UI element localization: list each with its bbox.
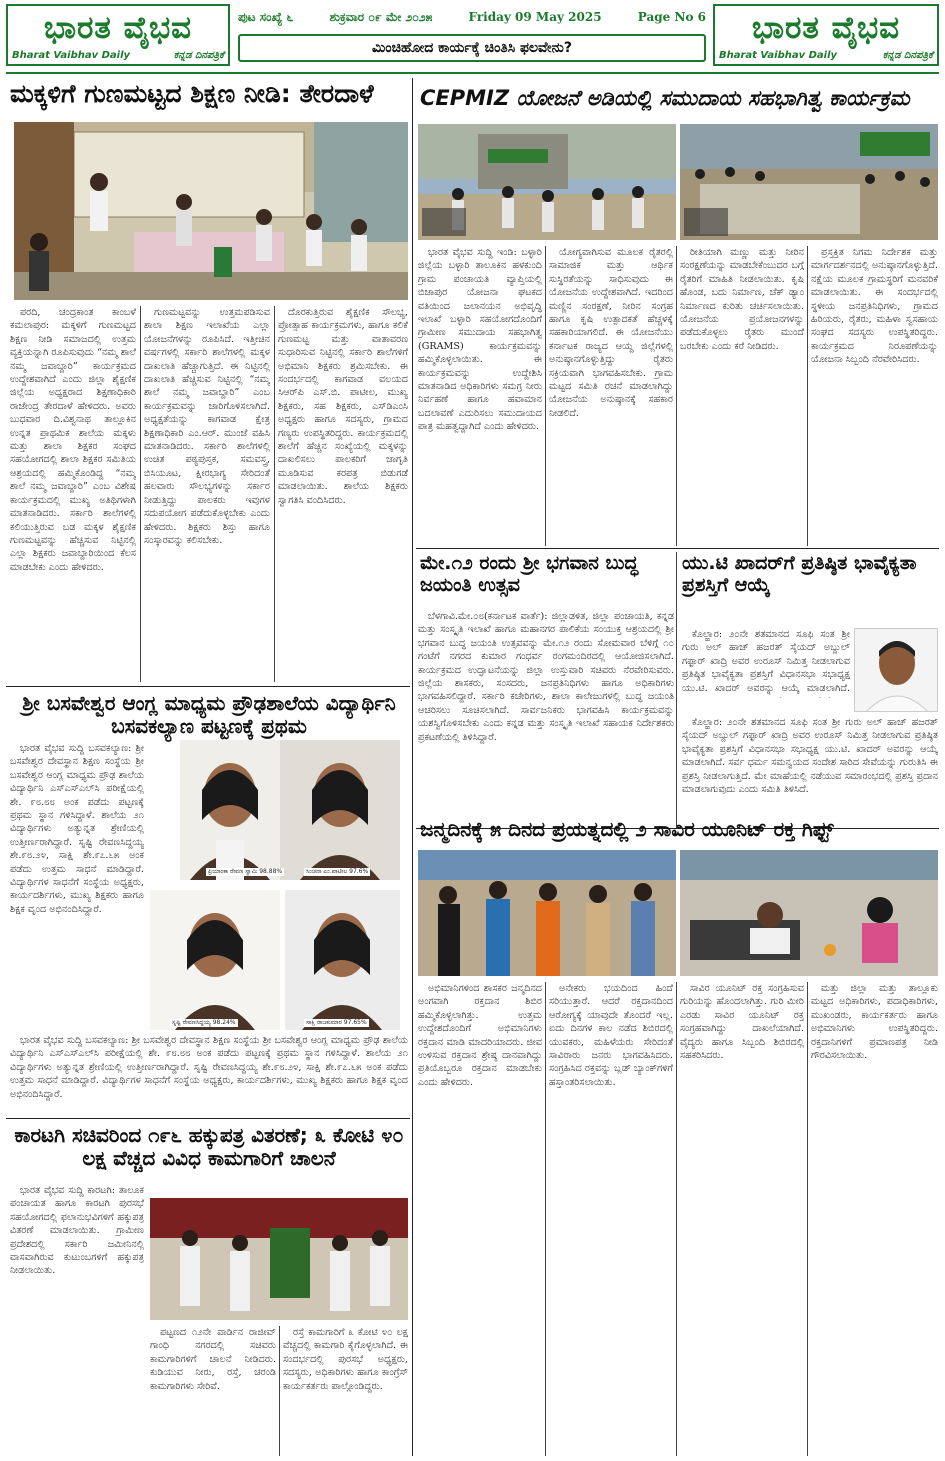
- divider: [279, 1326, 280, 1456]
- article-a2-col3: [680, 246, 804, 546]
- article-a1-col1: [10, 306, 136, 682]
- article-a4-text-cont: ಕೊಲ್ಹಾರ: ೨೦ನೇ ಶತಮಾನದ ಸೂಫಿ ಸಂತ ಶ್ರೀ ಗುರು ಅಲ್ ಹಾಜ್ ಹಜರತ್ ಸೈಯದ್ ಅಬ್ದುಲ್ ಗಫ್ಫಾರ್ ಖಾದ್ರಿ ಅವರ ಉರೂಸ್ ನಿಮಿತ್ತ ನೀಡಲಾಗುವ ಪ್ರತಿಷ್ಠಿತ ಭಾವೈಕ್ಯತಾ ಪ್ರಶಸ್ತಿಗೆ ವಿಧಾನಸಭಾ ಸಭಾಧ್ಯಕ್ಷ ಯು.ಟಿ. ಖಾದರ್ ಅವರನ್ನು ಆಯ್ಕೆ ಮಾಡಲಾಗಿದೆ. ಸರ್ವ ಧರ್ಮ ಸಮನ್ವಯದ ಸಂದೇಶ ಸಾರಿದ ಸೇವೆಯನ್ನು ಗುರುತಿಸಿ ಈ ಪ್ರಶಸ್ತಿ ನೀಡಲಾಗುತ್ತಿದೆ. ಮೇ ಮಾಹೆಯಲ್ಲಿ ನಡೆಯುವ ಸಮಾರಂಭದಲ್ಲಿ ಪ್ರಶಸ್ತಿ ಪ್ರದಾನ ಮಾಡಲಾಗುವುದು ಎಂದು ಸಮಿತಿ ತಿಳಿಸಿದೆ.: [682, 717, 938, 796]
- school-event-illustration: [14, 122, 408, 300]
- felicitation-illustration: [418, 850, 676, 976]
- photo-ut-khader: [854, 628, 938, 712]
- article-a2-text3: ರೀತಿಯಾಗಿ ಮಣ್ಣು ಮತ್ತು ನೀರಿನ ಸಂರಕ್ಷಣೆಯನ್ನು ಮಾಡಬೇಕೆಂಬುದರ ಬಗ್ಗೆ ರೈತರಿಗೆ ಮಾಹಿತಿ ನೀಡಲಾಯಿತು. ಕೃಷಿ ಹೊಂಡ, ಬದು ನಿರ್ಮಾಣ, ಚೆಕ್ ಡ್ಯಾಂ ನಿರ್ಮಾಣದ ಕುರಿತು ಚರ್ಚಿಸಲಾಯಿತು. ಯೋಜನೆಯ ಪ್ರಯೋಜನಗಳನ್ನು ಪಡೆದುಕೊಳ್ಳಲು ರೈತರು ಮುಂದೆ ಬರಬೇಕು ಎಂದು ಕರೆ ನೀಡಿದರು.: [680, 247, 804, 352]
- divider: [807, 246, 808, 546]
- student-photo-2: [280, 740, 400, 880]
- article-a2-text4: ಪ್ರಸ್ತಕ್ತಿತ ನಿಗಮ ನಿರ್ದೇಶಕ ಮತ್ತು ಮಾರ್ಗದರ್ಶನದಲ್ಲಿ ಅನುಷ್ಠಾನಗೊಳ್ಳುತ್ತಿದೆ. ನಕ್ಷೆಯ ಮೂಲಕ ಗ್ರಾಮಸ್ಥರಿಗೆ ಮನವರಿಕೆ ಮಾಡಲಾಯಿತು. ಈ ಸಂದರ್ಭದಲ್ಲಿ ಸ್ಥಳೀಯ ಜನಪ್ರತಿನಿಧಿಗಳು, ಗ್ರಾಮದ ಹಿರಿಯರು, ರೈತರು, ಮಹಿಳಾ ಸ್ವಸಹಾಯ ಸಂಘದ ಸದಸ್ಯರು ಉಪಸ್ಥಿತರಿದ್ದರು. ಕಾರ್ಯಕ್ರಮದ ನಿರೂಪಣೆಯನ್ನು ಯೋಜನಾ ಸಿಬ್ಬಂದಿ ನೆರವೇರಿಸಿದರು.: [811, 247, 938, 366]
- article-a7-col3: [283, 1326, 408, 1456]
- photo-karatagi: [150, 1198, 408, 1320]
- blood-donation-illustration: [680, 850, 938, 976]
- photo-blood-2: [680, 850, 938, 976]
- divider: [676, 552, 677, 828]
- article-a2-col1: [418, 246, 542, 546]
- headline-cepmiz: CEPMIZ ಯೋಜನೆ ಅಡಿಯಲ್ಲಿ ಸಮುದಾಯ ಸಹಭಾಗಿತ್ವ ಕಾರ್ಯಕ್ರಮ: [420, 86, 910, 110]
- article-a6-text2: ಅನೇಕರು ಭಯದಿಂದ ಹಿಂದೆ ಸರಿಯುತ್ತಾರೆ. ಆದರೆ ರಕ್ತದಾನದಿಂದ ಆರೋಗ್ಯಕ್ಕೆ ಯಾವುದೇ ತೊಂದರೆ ಇಲ್ಲ. ಐದು ದಿನಗಳ ಕಾಲ ನಡೆದ ಶಿಬಿರದಲ್ಲಿ ಯುವಕರು, ಮಹಿಳೆಯರು ಸೇರಿದಂತೆ ಸಾವಿರಾರು ಜನರು ಭಾಗವಹಿಸಿದರು. ಸಂಗ್ರಹಿಸಿದ ರಕ್ತವನ್ನು ಬ್ಲಡ್ ಬ್ಯಾಂಕ್‌ಗಳಿಗೆ ಹಸ್ತಾಂತರಿಸಲಾಯಿತು.: [549, 983, 673, 1088]
- caption-student-2: ಸಿಂಚನಾ ಎಂ.ಪಾಟೀಲ 97.6%: [306, 868, 369, 875]
- article-a1-text2: ಗುಣಮಟ್ಟವನ್ನು ಉತ್ತಮಪಡಿಸುವ ಶಾಲಾ ಶಿಕ್ಷಣ ಇಲಾಖೆಯ ಎಲ್ಲಾ ಯೋಜನೆಗಳನ್ನು ರೂಪಿಸಿದೆ. ಇತ್ತೀಚಿನ ವರ್ಷಗಳಲ್ಲಿ ಸರ್ಕಾರಿ ಶಾಲೆಗಳಲ್ಲಿ ಮಕ್ಕಳ ದಾಖಲಾತಿ ಹೆಚ್ಚಾಗುತ್ತಿದೆ. ಈ ನಿಟ್ಟಿನಲ್ಲಿ ದಾಖಲಾತಿ ಹೆಚ್ಚಿಸುವ ನಿಟ್ಟಿನಲ್ಲಿ “ನಮ್ಮ ಶಾಲೆ ನಮ್ಮ ಜವಾಬ್ದಾರಿ” ಎಂಬ ಕಾರ್ಯಕ್ರಮವನ್ನು ಜಾರಿಗೊಳಿಸಲಾಗಿದೆ. ಅಧ್ಯಕ್ಷತೆಯನ್ನು ಕಾಗವಾಡ ಕ್ಷೇತ್ರ ಶಿಕ್ಷಣಾಧಿಕಾರಿ ಎಂ.ಆರ್. ಮುಂಜೆ ವಹಿಸಿ ಮಾತನಾಡಿದರು. ಸರ್ಕಾರಿ ಶಾಲೆಗಳಲ್ಲಿ ಉಚಿತ ಪಠ್ಯಪುಸ್ತಕ, ಸಮವಸ್ತ್ರ, ಬಿಸಿಯೂಟ, ಕ್ಷೀರಭಾಗ್ಯ ಸೇರಿದಂತೆ ಹಲವಾರು ಸೌಲಭ್ಯಗಳನ್ನು ಸರ್ಕಾರ ನೀಡುತ್ತಿದ್ದು ಪಾಲಕರು ಇವುಗಳ ಸದುಪಯೋಗ ಪಡೆದುಕೊಳ್ಳಬೇಕು ಎಂದು ಹೇಳಿದರು. ಶಿಕ್ಷಕರು ಶಿಸ್ತು ಹಾಗೂ ಸಂಸ್ಕಾರವನ್ನು ಕಲಿಸಬೇಕು.: [144, 307, 270, 546]
- photo-school-event: [14, 122, 408, 300]
- article-a1-col3: [278, 306, 408, 682]
- article-a5-body-bottom: [10, 1034, 408, 1114]
- student-photo-4: [285, 890, 400, 1030]
- article-a4-text: ಕೊಲ್ಹಾರ: ೨೦ನೇ ಶತಮಾನದ ಸೂಫಿ ಸಂತ ಶ್ರೀ ಗುರು ಅಲ್ ಹಾಜ್ ಹಜರತ್ ಸೈಯದ್ ಅಬ್ದುಲ್ ಗಫ್ಫಾರ್ ಖಾದ್ರಿ ಅವರ ಉರೂಸ್ ನಿಮಿತ್ತ ನೀಡಲಾಗುವ ಪ್ರತಿಷ್ಠಿತ ಭಾವೈಕ್ಯತಾ ಪ್ರಶಸ್ತಿಗೆ ವಿಧಾನಸಭಾ ಸಭಾಧ್ಯಕ್ಷ ಯು.ಟಿ. ಖಾದರ್ ಅವರನ್ನು ಆಯ್ಕೆ ಮಾಡಲಾಗಿದೆ.: [682, 629, 850, 694]
- article-a7-text2: ಪಟ್ಟಣದ ೧೨ನೇ ವಾರ್ಡಿನ ರಾಜೀವ್ ಗಾಂಧಿ ನಗರದಲ್ಲಿ ಸಚಿವರು ಕಾಮಗಾರಿಗಳಿಗೆ ಚಾಲನೆ ನೀಡಿದರು. ಕುಡಿಯುವ ನೀರು, ರಸ್ತೆ, ಚರಂಡಿ ಕಾಮಗಾರಿಗಳು ಸೇರಿವೆ.: [150, 1327, 276, 1392]
- divider: [676, 982, 677, 1456]
- article-a2-text1: ಭಾರತ ವೈಭವ ಸುದ್ದಿ ಇಂಡಿ: ಬಳ್ಳಾರಿ ಜಿಲ್ಲೆಯ ಬಳ್ಳಾರಿ ತಾಲೂಕಿನ ಹಳಕುಂದಿ ಗ್ರಾಮ ಪಂಚಾಯತಿ ವ್ಯಾಪ್ತಿಯಲ್ಲಿ ಬಿಜಾಪುರ ಯೋಜನಾ ಘಟಕದ ವತಿಯಿಂದ ಜಲಾನಯನ ಅಭಿವೃದ್ಧಿ ಇಲಾಖೆ ಬಳ್ಳಾರಿ ಸಹಯೋಗದೊಂದಿಗೆ ಗ್ರಾಮೀಣ ಸಮುದಾಯ ಸಹಭಾಗಿತ್ವ (GRAMS) ಕಾರ್ಯಕ್ರಮವನ್ನು ಹಮ್ಮಿಕೊಳ್ಳಲಾಯಿತು. ಈ ಕಾರ್ಯಕ್ರಮವನ್ನು ಉದ್ದೇಶಿಸಿ ಮಾತನಾಡಿದ ಅಧಿಕಾರಿಗಳು ಸಮಗ್ರ ನೀರು ನಿರ್ವಹಣೆ ಹಾಗೂ ಹವಾಮಾನ ಬದಲಾವಣೆ ಎದುರಿಸಲು ಸಮುದಾಯದ ಪಾತ್ರ ಮಹತ್ವದ್ದಾಗಿದೆ ಎಂದು ಹೇಳಿದರು.: [418, 247, 542, 433]
- article-a7-text3: ರಸ್ತೆ ಕಾಮಗಾರಿಗೆ ೩ ಕೋಟಿ ೪೦ ಲಕ್ಷ ವೆಚ್ಚದಲ್ಲಿ ಕಾಮಗಾರಿ ಕೈಗೊಳ್ಳಲಾಗಿದೆ. ಈ ಸಂದರ್ಭದಲ್ಲಿ ಪುರಸಭೆ ಅಧ್ಯಕ್ಷರು, ಸದಸ್ಯರು, ಅಧಿಕಾರಿಗಳು ಹಾಗೂ ಕಾಂಗ್ರೆಸ್ ಕಾರ್ಯಕರ್ತರು ಪಾಲ್ಗೊಂಡಿದ್ದರು.: [283, 1327, 408, 1392]
- ticker-quote: ಮಿಂಚಿಹೋದ ಕಾರ್ಯಕ್ಕೆ ಚಿಂತಿಸಿ ಫಲವೇನು?: [238, 34, 706, 62]
- article-a6-text4: ಮತ್ತು ಜಿಲ್ಲಾ ಮತ್ತು ತಾಲ್ಲೂಕು ಮಟ್ಟದ ಅಧಿಕಾರಿಗಳು, ಪದಾಧಿಕಾರಿಗಳು, ಮುಖಂಡರು, ಕಾರ್ಯಕರ್ತರು ಹಾಗೂ ಅಭಿಮಾನಿಗಳು ಉಪಸ್ಥಿತರಿದ್ದರು. ರಕ್ತದಾನಿಗಳಿಗೆ ಪ್ರಮಾಣಪತ್ರ ನೀಡಿ ಗೌರವಿಸಲಾಯಿತು.: [811, 983, 938, 1062]
- headline-gunamattada: ಮಕ್ಕಳಿಗೆ ಗುಣಮಟ್ಟದ ಶಿಕ್ಷಣ ನೀಡಿ: ತೇರದಾಳೆ: [10, 79, 374, 108]
- article-a2-text2: ಯೋಗ್ಯವಾಗಿಸುವ ಮೂಲಕ ರೈತರಲ್ಲಿ ಸಾಮಾಜಿಕ ಮತ್ತು ಆರ್ಥಿಕ ಸುಸ್ಥಿರತೆಯನ್ನು ಸಾಧಿಸುವುದು ಈ ಯೋಜನೆಯ ಉದ್ದೇಶವಾಗಿದೆ. ಇದರಿಂದ ಮಣ್ಣಿನ ಸಂರಕ್ಷಣೆ, ನೀರಿನ ಸಂಗ್ರಹ ಹಾಗೂ ಕೃಷಿ ಉತ್ಪಾದಕತೆ ಹೆಚ್ಚಳಕ್ಕೆ ಸಹಕಾರಿಯಾಗಲಿದೆ. ಈ ಯೋಜನೆಯು ಕರ್ನಾಟಕ ರಾಜ್ಯದ ಆಯ್ದ ಜಿಲ್ಲೆಗಳಲ್ಲಿ ಅನುಷ್ಠಾನಗೊಳ್ಳುತ್ತಿದ್ದು ರೈತರು ಸಕ್ರಿಯವಾಗಿ ಭಾಗವಹಿಸಬೇಕು. ಗ್ರಾಮ ಮಟ್ಟದ ಸಮಿತಿ ರಚನೆ ಮಾಡಲಾಗಿದ್ದು ಯೋಜನೆಯ ಅನುಷ್ಠಾನಕ್ಕೆ ಸಹಕಾರ ನೀಡಲಿದೆ.: [549, 247, 673, 419]
- article-a6-col3: [680, 982, 804, 1456]
- cepmiz-meeting-illustration: [418, 124, 676, 240]
- date-en: Friday 09 May 2025: [468, 10, 602, 24]
- dateline: [238, 6, 706, 28]
- masthead-tag-left: ಕನ್ನಡ ದಿನಪತ್ರಿಕೆ: [173, 50, 224, 61]
- headline-karatagi: ಕಾರಟಗಿ ಸಚಿವರಿಂದ ೧೯೬ ಹಕ್ಕುಪತ್ರ ವಿತರಣೆ; ೩ ಕೋಟಿ ೪೦ ಲಕ್ಷ ವೆಚ್ಚದ ವಿವಿಧ ಕಾಮಗಾರಿಗೆ ಚಾಲನೆ: [14, 1123, 404, 1170]
- article-a1-col2: [144, 306, 270, 682]
- masthead-left: [6, 4, 230, 66]
- article-a2-col4: [811, 246, 938, 546]
- article-a4-body-bottom: [682, 716, 938, 826]
- article-a7-text1: ಭಾರತ ವೈಭವ ಸುದ್ದಿ ಕಾರಟಗಿ: ತಾಲೂಕ ಪಂಚಾಯತ ಹಾಗೂ ಕಾರಟಗಿ ಪುರಸಭೆ ಸಹಯೋಗದಲ್ಲಿ ಫಲಾನುಭವಿಗಳಿಗೆ ಹಕ್ಕುಪತ್ರ ವಿತರಣೆ ಮಾಡಲಾಯಿತು. ಗ್ರಾಮೀಣ ಪ್ರದೇಶದಲ್ಲಿ ಸರ್ಕಾರಿ ಜಮೀನಿನಲ್ಲಿ ವಾಸವಾಗಿರುವ ಕುಟುಂಬಗಳಿಗೆ ಹಕ್ಕುಪತ್ರ ನೀಡಲಾಯಿತು.: [10, 1185, 144, 1277]
- article-a2-col2: [549, 246, 673, 546]
- portrait-illustration: [855, 629, 938, 712]
- article-a6-col2: [549, 982, 673, 1456]
- article-a6-text1: ಅಭಿಮಾನಿಗಳಿಂದ ಶಾಸಕರ ಜನ್ಮದಿನದ ಅಂಗವಾಗಿ ರಕ್ತದಾನ ಶಿಬಿರ ಹಮ್ಮಿಕೊಳ್ಳಲಾಗಿತ್ತು. ಉತ್ತಮ ಉದ್ದೇಶದೊಂದಿಗೆ ಅಭಿಮಾನಿಗಳು ರಕ್ತದಾನ ಮಾಡಿ ಮಾದರಿಯಾದರು. ಜೀವ ಉಳಿಸುವ ರಕ್ತದಾನ ಶ್ರೇಷ್ಠ ದಾನವಾಗಿದ್ದು ಪ್ರತಿಯೊಬ್ಬರೂ ರಕ್ತದಾನ ಮಾಡಬೇಕು ಎಂದು ಹೇಳಿದರು.: [418, 983, 542, 1088]
- headline-ut-khader: ಯು.ಟಿ ಖಾದರ್‌ಗೆ ಪ್ರತಿಷ್ಠಿತ ಭಾವೈಕ್ಯತಾ ಪ್ರಶಸ್ತಿಗೆ ಆಯ್ಕೆ: [682, 552, 917, 596]
- masthead-sub-right: Bharat Vaibhav Daily: [719, 50, 838, 61]
- masthead-sub-left: Bharat Vaibhav Daily: [12, 50, 131, 61]
- student-photo-grid: [150, 740, 408, 1030]
- divider: [676, 246, 677, 546]
- article-a6-col1: [418, 982, 542, 1456]
- photo-cepmiz-2: [680, 124, 938, 240]
- article-a4-body-top: [682, 628, 850, 698]
- headline-basaveshwara: ಶ್ರೀ ಬಸವೇಶ್ವರ ಆಂಗ್ಲ ಮಾಧ್ಯಮ ಪ್ರೌಢಶಾಲೆಯ ವಿದ್ಯಾರ್ಥಿನಿ ಬಸವಕಲ್ಯಾಣ ಪಟ್ಟಣಕ್ಕೆ ಪ್ರಥಮ: [22, 691, 396, 738]
- masthead-right: [713, 4, 939, 66]
- divider: [807, 982, 808, 1456]
- article-a7-col1: [10, 1184, 144, 1456]
- article-a3-text: ಬೆಳಗಾವಿ.ಮೇ.೦೮(ಕರ್ನಾಟಕ ವಾರ್ತೆ): ಜಿಲ್ಲಾಡಳಿತ, ಜಿಲ್ಲಾ ಪಂಚಾಯತಿ, ಕನ್ನಡ ಮತ್ತು ಸಂಸ್ಕೃತಿ ಇಲಾಖೆ ಹಾಗೂ ಮಹಾನಗರ ಪಾಲಿಕೆಯ ಸಂಯುಕ್ತ ಆಶ್ರಯದಲ್ಲಿ ಶ್ರೀ ಭಗವಾನ ಬುದ್ಧ ಜಯಂತಿ ಉತ್ಸವವನ್ನು ಮೇ.೧೨ ರಂದು ಸೋಮವಾರ ಬೆಳಿಗ್ಗೆ ೧೦ ಗಂಟೆಗೆ ನಗರದ ಕುಮಾರ ಗಂಧರ್ವ ರಂಗಮಂದಿರದಲ್ಲಿ ಆಯೋಜಿಸಲಾಗಿದೆ. ಕಾರ್ಯಕ್ರಮದ ಉದ್ಘಾಟನೆಯನ್ನು ಜಿಲ್ಲಾ ಉಸ್ತುವಾರಿ ಸಚಿವರು ನೆರವೇರಿಸುವರು. ಜಿಲ್ಲೆಯ ಶಾಸಕರು, ಸಂಸದರು, ಜನಪ್ರತಿನಿಧಿಗಳು ಹಾಗೂ ಅಧಿಕಾರಿಗಳು ಭಾಗವಹಿಸಲಿದ್ದಾರೆ. ಸರ್ಕಾರಿ ಕಚೇರಿಗಳು, ಶಾಲಾ ಕಾಲೇಜುಗಳಲ್ಲಿ ಬುದ್ಧ ಜಯಂತಿ ಆಚರಿಸಲು ಸೂಚಿಸಲಾಗಿದೆ. ಸಾರ್ವಜನಿಕರು ಭಾಗವಹಿಸಿ ಕಾರ್ಯಕ್ರಮವನ್ನು ಯಶಸ್ವಿಗೊಳಿಸಬೇಕು ಎಂದು ಕನ್ನಡ ಮತ್ತು ಸಂಸ್ಕೃತಿ ಇಲಾಖೆ ಸಹಾಯಕ ನಿರ್ದೇಶಕರು ಪ್ರಕಟಣೆಯಲ್ಲಿ ತಿಳಿಸಿದ್ದಾರೆ.: [418, 611, 674, 743]
- page-number-kn: ಪುಟ ಸಂಖ್ಯೆ ೬: [238, 9, 294, 24]
- cepmiz-gathering-illustration: [680, 124, 938, 240]
- masthead-title-right: ಭಾರತ ವೈಭವ: [751, 10, 901, 46]
- caption-student-1: ಪ್ರಿಯಾಂಕಾ ರೇವಣ ಸ್ವಾಮಿ 98.88%: [208, 868, 283, 875]
- article-a3-body: [418, 610, 674, 826]
- date-kn: ಶುಕ್ರವಾರ ೦೯ ಮೇ ೨೦೨೫: [329, 9, 433, 24]
- headline-buddha-jayanti: ಮೇ.೧೨ ರಂದು ಶ್ರೀ ಭಗವಾನ ಬುದ್ಧ ಜಯಂತಿ ಉತ್ಸವ: [420, 552, 639, 596]
- divider: [545, 982, 546, 1456]
- article-a7-col2: [150, 1326, 276, 1456]
- caption-student-4: ಸಾಕ್ಷಿ ರಾಜಕುಮಾರ 97.65%: [306, 1019, 367, 1026]
- divider: [6, 1118, 410, 1119]
- students-illustration: [150, 740, 408, 1030]
- divider: [274, 306, 275, 682]
- divider: [6, 686, 410, 687]
- article-a6-col4: [811, 982, 938, 1456]
- article-a1-text3: ದೊರಕುತ್ತಿರುವ ಶೈಕ್ಷಣಿಕ ಸೌಲಭ್ಯ, ಪ್ರೋತ್ಸಾಹ ಕಾರ್ಯಕ್ರಮಗಳು, ಹಾಗೂ ಕಲಿಕೆ ಗುಣಮಟ್ಟ ಮತ್ತು ವಾತಾವರಣ ಸುಧಾರಿಸುವ ನಿಟ್ಟಿನಲ್ಲಿ ಸರ್ಕಾರಿ ಶಾಲೆಗಳಿಗೆ ಅಭಿಮಾನಿ ಶಿಕ್ಷಕರು ಶ್ರಮಿಸಬೇಕು. ಈ ಸಂದರ್ಭದಲ್ಲಿ ಕಾಗವಾಡ ವಲಯದ ಸಿಆರ್‌ಪಿ ಎಸ್.ಬಿ. ಪಾಟೀಲ, ಮುಖ್ಯ ಶಿಕ್ಷಕರು, ಸಹ ಶಿಕ್ಷಕರು, ಎಸ್‌ಡಿಎಂಸಿ ಅಧ್ಯಕ್ಷರು ಹಾಗೂ ಸದಸ್ಯರು, ಗ್ರಾಮದ ಗಣ್ಯರು ಉಪಸ್ಥಿತರಿದ್ದರು. ಕಾರ್ಯಕ್ರಮದಲ್ಲಿ ಶಾಲೆಗೆ ಹೆಚ್ಚಿನ ಸಂಖ್ಯೆಯಲ್ಲಿ ಮಕ್ಕಳನ್ನು ದಾಖಲಿಸಲು ಪಾಲಕರಿಗೆ ಜಾಗೃತಿ ಮೂಡಿಸುವ ಕರಪತ್ರ ಬಿಡುಗಡೆ ಮಾಡಲಾಯಿತು. ಶಾಲೆಯ ಶಿಕ್ಷಕರು ಸ್ವಾಗತಿಸಿ ವಂದಿಸಿದರು.: [278, 307, 408, 506]
- page-column-divider: [412, 78, 413, 1456]
- divider: [140, 306, 141, 682]
- caption-student-3: ಸೃಷ್ಟಿ ರೇವಣಸಿದ್ದಯ್ಯ 98.24%: [172, 1019, 236, 1026]
- student-photo-3: [150, 890, 280, 1030]
- divider: [545, 246, 546, 546]
- divider: [416, 548, 939, 549]
- karatagi-event-illustration: [150, 1198, 408, 1320]
- student-photo-1: [180, 740, 280, 880]
- article-a6-text3: ಸಾವಿರ ಯೂನಿಟ್ ರಕ್ತ ಸಂಗ್ರಹಿಸುವ ಗುರಿಯನ್ನು ಹೊಂದಲಾಗಿತ್ತು. ಗುರಿ ಮೀರಿ ಎರಡು ಸಾವಿರ ಯೂನಿಟ್ ರಕ್ತ ಸಂಗ್ರಹವಾಗಿದ್ದು ದಾಖಲೆಯಾಗಿದೆ. ವೈದ್ಯರು ಹಾಗೂ ಸಿಬ್ಬಂದಿ ಶಿಬಿರದಲ್ಲಿ ಸಹಕರಿಸಿದರು.: [680, 983, 804, 1062]
- article-a1-text1: ಪರದಿ, ಚಂದ್ರಕಾಂತ ಕಾಂಬಳೆ ಕಮಲಾಪುರ: ಮಕ್ಕಳಿಗೆ ಗುಣಮಟ್ಟದ ಶಿಕ್ಷಣ ನೀಡಿ ಸಮಾಜದಲ್ಲಿ ಉತ್ತಮ ವ್ಯಕ್ತಿಯನ್ನಾಗಿ ರೂಪಿಸುವುದು “ನಮ್ಮ ಶಾಲೆ ನಮ್ಮ ಜವಾಬ್ದಾರಿ” ಕಾರ್ಯಕ್ರಮದ ಉದ್ದೇಶವಾಗಿದೆ ಎಂದು ಜಿಲ್ಲಾ ಶೈಕ್ಷಣಿಕ ಜಿಲ್ಲೆಯ ಅಧ್ಯಕ್ಷರಾದ ಶಿಕ್ಷಣಾಧಿಕಾರಿ ರಾಜೇಂದ್ರ ತೇರದಾಳೆ ಹೇಳಿದರು. ಅವರು ಬುಧವಾರ ದಿ.ವಿಶ್ವನಾಥ ತಾಲ್ಲೂಕಿನ ಉನ್ನತ ಪ್ರಾಥಮಿಕ ಶಾಲೆಯ ಮಕ್ಕಳು ಮತ್ತು ಶಾಲಾ ಶಿಕ್ಷಕರ ಸಂಘದ ಸಹಯೋಗದಲ್ಲಿ ಶಾಲಾ ಶಿಕ್ಷಕರ ಸಮಿತಿಯ ಆಶ್ರಯದಲ್ಲಿ ಹಮ್ಮಿಕೊಂಡಿದ್ದ “ನಮ್ಮ ಶಾಲೆ ನಮ್ಮ ಜವಾಬ್ದಾರಿ” ಎಂಬ ವಿಶೇಷ ಕಾರ್ಯಕ್ರಮದಲ್ಲಿ ಮುಖ್ಯ ಅತಿಥಿಗಳಾಗಿ ಮಾತನಾಡಿದರು. ಸರ್ಕಾರಿ ಶಾಲೆಗಳಲ್ಲಿ ಕಲಿಯುತ್ತಿರುವ ಬಡ ಮಕ್ಕಳ ಶೈಕ್ಷಣಿಕ ಗುಣಮಟ್ಟವನ್ನು ಹೆಚ್ಚಿಸುವ ನಿಟ್ಟಿನಲ್ಲಿ ಎಲ್ಲಾ ಶಿಕ್ಷಕರು ಜವಾಬ್ದಾರಿಯಿಂದ ಕೆಲಸ ಮಾಡಬೇಕು ಎಂದು ಹೇಳಿದರು.: [10, 307, 136, 573]
- photo-cepmiz-1: [418, 124, 676, 240]
- header-rule: [6, 72, 939, 74]
- page-number-en: Page No 6: [637, 10, 706, 24]
- masthead-tag-right: ಕನ್ನಡ ದಿನಪತ್ರಿಕೆ: [882, 50, 933, 61]
- article-a5-body: [10, 742, 144, 1032]
- article-a5-text-cont: ಭಾರತ ವೈಭವ ಸುದ್ದಿ ಬಸವಕಲ್ಯಾಣ: ಶ್ರೀ ಬಸವೇಶ್ವರ ದೇವಸ್ಥಾನ ಶಿಕ್ಷಣ ಸಂಸ್ಥೆಯ ಶ್ರೀ ಬಸವೇಶ್ವರ ಆಂಗ್ಲ ಮಾಧ್ಯಮ ಪ್ರೌಢ ಶಾಲೆಯ ವಿದ್ಯಾರ್ಥಿನಿ ಎಸ್‌ಎಸ್‌ಎಲ್‌ಸಿ ಪರೀಕ್ಷೆಯಲ್ಲಿ ಶೇ. ೯೮.೮೮ ಅಂಕ ಪಡೆದು ಪಟ್ಟಣಕ್ಕೆ ಪ್ರಥಮ ಸ್ಥಾನ ಗಳಿಸಿದ್ದಾಳೆ. ಶಾಲೆಯ ೨೧ ವಿದ್ಯಾರ್ಥಿಗಳು ಅತ್ಯುನ್ನತ ಶ್ರೇಣಿಯಲ್ಲಿ ಉತ್ತೀರ್ಣರಾಗಿದ್ದಾರೆ. ಸೃಷ್ಟಿ ರೇವಣಸಿದ್ದಯ್ಯ ಶೇ.೯೮.೨೪, ಸಾಕ್ಷಿ ಶೇ.೯೭.೬೫ ಅಂಕ ಪಡೆದು ಉತ್ತಮ ಸಾಧನೆ ಮಾಡಿದ್ದಾರೆ. ವಿದ್ಯಾರ್ಥಿಗಳ ಸಾಧನೆಗೆ ಸಂಸ್ಥೆಯ ಅಧ್ಯಕ್ಷರು, ಕಾರ್ಯದರ್ಶಿಗಳು, ಮುಖ್ಯ ಶಿಕ್ಷಕರು ಹಾಗೂ ಶಿಕ್ಷಕ ವೃಂದ ಅಭಿನಂದಿಸಿದ್ದಾರೆ.: [10, 1035, 408, 1100]
- article-a5-text: ಭಾರತ ವೈಭವ ಸುದ್ದಿ ಬಸವಕಲ್ಯಾಣ: ಶ್ರೀ ಬಸವೇಶ್ವರ ದೇವಸ್ಥಾನ ಶಿಕ್ಷಣ ಸಂಸ್ಥೆಯ ಶ್ರೀ ಬಸವೇಶ್ವರ ಆಂಗ್ಲ ಮಾಧ್ಯಮ ಪ್ರೌಢ ಶಾಲೆಯ ವಿದ್ಯಾರ್ಥಿನಿ ಎಸ್‌ಎಸ್‌ಎಲ್‌ಸಿ ಪರೀಕ್ಷೆಯಲ್ಲಿ ಶೇ. ೯೮.೮೮ ಅಂಕ ಪಡೆದು ಪಟ್ಟಣಕ್ಕೆ ಪ್ರಥಮ ಸ್ಥಾನ ಗಳಿಸಿದ್ದಾಳೆ. ಶಾಲೆಯ ೨೧ ವಿದ್ಯಾರ್ಥಿಗಳು ಅತ್ಯುನ್ನತ ಶ್ರೇಣಿಯಲ್ಲಿ ಉತ್ತೀರ್ಣರಾಗಿದ್ದಾರೆ. ಸೃಷ್ಟಿ ರೇವಣಸಿದ್ದಯ್ಯ ಶೇ.೯೮.೨೪, ಸಾಕ್ಷಿ ಶೇ.೯೭.೬೫ ಅಂಕ ಪಡೆದು ಉತ್ತಮ ಸಾಧನೆ ಮಾಡಿದ್ದಾರೆ. ವಿದ್ಯಾರ್ಥಿಗಳ ಸಾಧನೆಗೆ ಸಂಸ್ಥೆಯ ಅಧ್ಯಕ್ಷರು, ಕಾರ್ಯದರ್ಶಿಗಳು, ಮುಖ್ಯ ಶಿಕ್ಷಕರು ಹಾಗೂ ಶಿಕ್ಷಕ ವೃಂದ ಅಭಿನಂದಿಸಿದ್ದಾರೆ.: [10, 743, 144, 915]
- masthead-title-left: ಭಾರತ ವೈಭವ: [43, 10, 193, 46]
- photo-blood-1: [418, 850, 676, 976]
- headline-blood-donation: ಜನ್ಮದಿನಕ್ಕೆ ೫ ದಿನದ ಪ್ರಯತ್ನದಲ್ಲಿ ೨ ಸಾವಿರ ಯೂನಿಟ್ ರಕ್ತ ಗಿಫ್ಟ್: [420, 817, 834, 841]
